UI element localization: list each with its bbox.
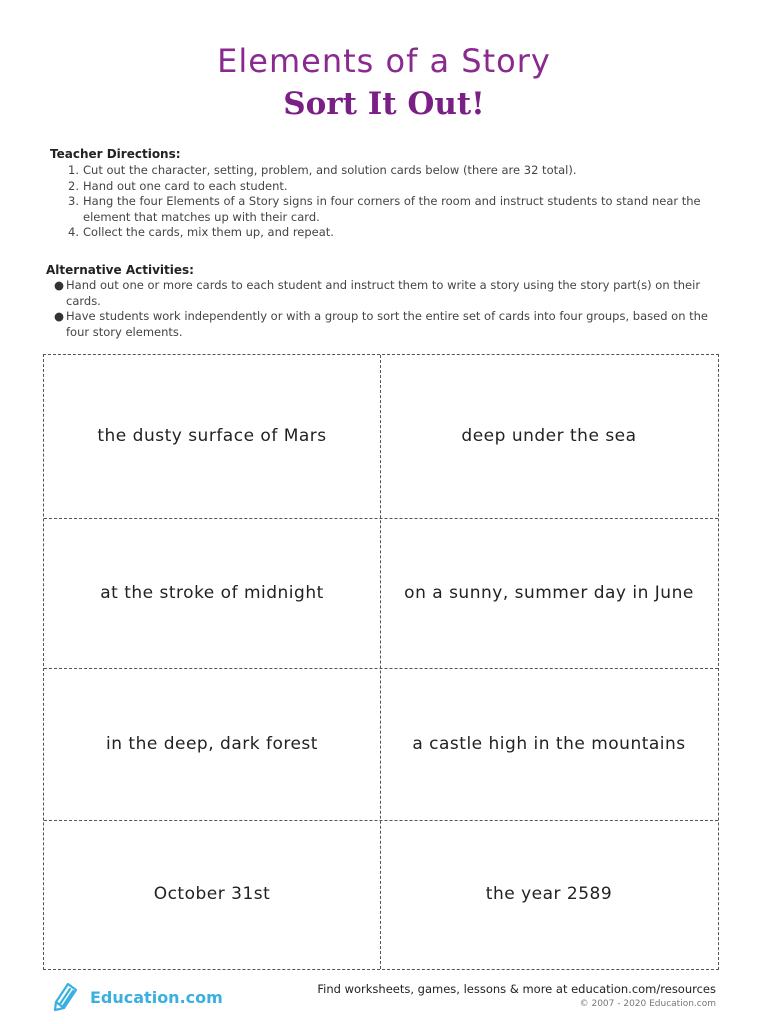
story-card: in the deep, dark forest [106, 733, 318, 754]
story-card: a castle high in the mountains [412, 733, 686, 754]
card-grid [43, 354, 719, 970]
list-item: 1. Cut out the character, setting, problem, and solution cards below (there are 32 total). [68, 163, 577, 177]
story-card: October 31st [153, 883, 271, 904]
page-title: Elements of a Story [217, 42, 551, 80]
pencil-logo-icon [52, 978, 86, 1016]
teacher-directions-label: Teacher Directions: [50, 147, 181, 161]
education-logo[interactable] [52, 978, 223, 1016]
list-item: 4. Collect the cards, mix them up, and repeat. [68, 225, 334, 239]
story-card: the year 2589 [485, 883, 613, 904]
logo-text: Education.com [90, 987, 223, 1007]
page-subtitle: Sort It Out! [283, 86, 485, 122]
teacher-directions-list [65, 163, 715, 241]
list-item: ● Hand out one or more cards to each student and instruct them to write a story using the story part(s) on their cards. [54, 278, 701, 308]
story-card: at the stroke of midnight [100, 582, 324, 603]
story-card: deep under the sea [461, 426, 637, 446]
alternative-activities-label: Alternative Activities: [46, 263, 194, 277]
story-card: on a sunny, summer day in June [404, 582, 694, 603]
alternative-activities-list [52, 278, 720, 340]
list-item: ● Have students work independently or with a group to sort the entire set of cards into four groups, based on the four story elements. [54, 309, 709, 339]
story-card: the dusty surface of Mars [97, 426, 327, 446]
list-item: 3. Hang the four Elements of a Story signs in four corners of the room and instruct students to stand near the element that matches up with their card. [68, 194, 701, 224]
footer-tagline: Find worksheets, games, lessons & more at education.com/resources [317, 982, 716, 996]
copyright: © 2007 - 2020 Education.com [579, 999, 716, 1009]
list-item: 2. Hand out one card to each student. [68, 178, 288, 193]
